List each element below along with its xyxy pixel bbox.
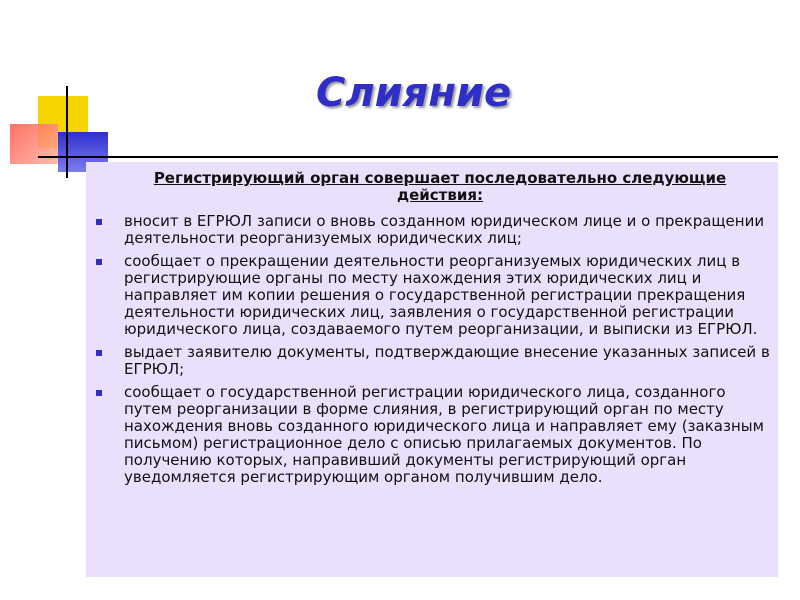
title-divider-line [38,156,778,158]
slide-title: Слияние [316,70,512,116]
square-bullet-icon [96,219,102,225]
list-item [94,384,778,486]
square-bullet-icon [96,350,102,356]
square-bullet-icon [96,390,102,396]
list-item-text: вносит в ЕГРЮЛ записи о вновь созданном юридическом лице и о прекращении деятельности реорганизуемых юридических лиц; [124,212,765,247]
decorative-red-square [10,124,58,164]
list-item [94,213,778,247]
list-item-text: сообщает о государственной регистрации юридического лица, созданного путем реорганизации в форме слияния, в регистрирующий орган по месту нахождения вновь созданного юридического лица и направляет ему (заказным письмом) регистрационное дело с описью прилагаемых документов. По получению которых, направивший документы регистрирующий орган уведомляется регистрирующим органом получившим дело. [124,383,764,486]
list-item [94,253,778,338]
list-item-text: сообщает о прекращении деятельности реорганизуемых юридических лиц в регистрирующие органы по месту нахождения этих юридических лиц и направляет им копии решения о государственной регистрации прекращения деятельности юридических лиц, заявления о государственной регистрации юридического лица, создаваемого путем реорганизации, и выписки из ЕГРЮЛ. [124,252,758,338]
slide-subtitle: Регистрирующий орган совершает последовательно следующие действия: [153,169,727,204]
square-bullet-icon [96,259,102,265]
action-list [94,213,778,492]
list-item [94,344,778,378]
list-item-text: выдает заявителю документы, подтверждающие внесение указанных записей в ЕГРЮЛ; [124,343,770,378]
decorative-vertical-line [66,86,68,178]
